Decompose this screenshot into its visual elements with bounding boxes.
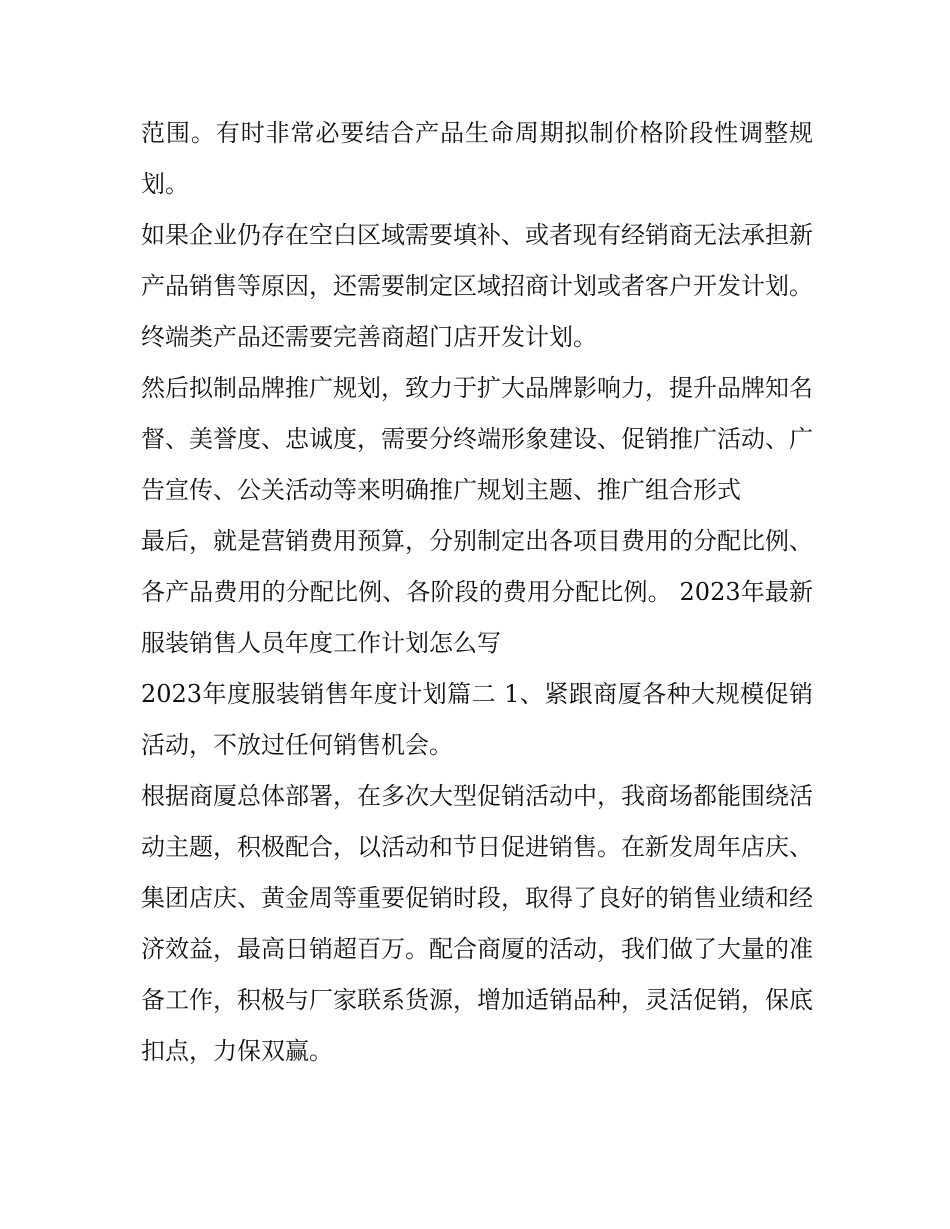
- paragraph-price-range: 范围。有时非常必要结合产品生命周期拟制价格阶段性调整规划。: [141, 119, 813, 198]
- paragraph-brand-promotion: 然后拟制品牌推广规划，致力于扩大品牌影响力，提升品牌知名督、美誉度、忠诚度，需要分终端形象建设、促销推广活动、广告宣传、公关活动等来明确推广规划主题、推广组合形式: [141, 374, 813, 504]
- paragraph-regional-plan: 如果企业仍存在空白区域需要填补、或者现有经销商无法承担新产品销售等原因，还需要制定区域招商计划或者客户开发计划。终端类产品还需要完善商超门店开发计划。: [141, 221, 813, 351]
- paragraph-marketing-budget: 最后，就是营销费用预算，分别制定出各项目费用的分配比例、各产品费用的分配比例、各阶段的费用分配比例。 2023年最新服装销售人员年度工作计划怎么写: [141, 527, 813, 657]
- paragraph-promotion-activities: 根据商厦总体部署，在多次大型促销活动中，我商场都能围绕活动主题，积极配合，以活动和节日促进销售。在新发周年店庆、集团店庆、黄金周等重要促销时段，取得了良好的销售业绩和经济效益，最高日销超百万。配合商厦的活动，我们做了大量的准备工作，积极与厂家联系货源，增加适销品种，灵活促销，保底扣点，力保双赢。: [141, 782, 813, 1065]
- document-body: [141, 108, 813, 1077]
- paragraph-plan-part-two: 2023年度服装销售年度计划篇二 1、紧跟商厦各种大规模促销活动，不放过任何销售机会。: [141, 680, 813, 759]
